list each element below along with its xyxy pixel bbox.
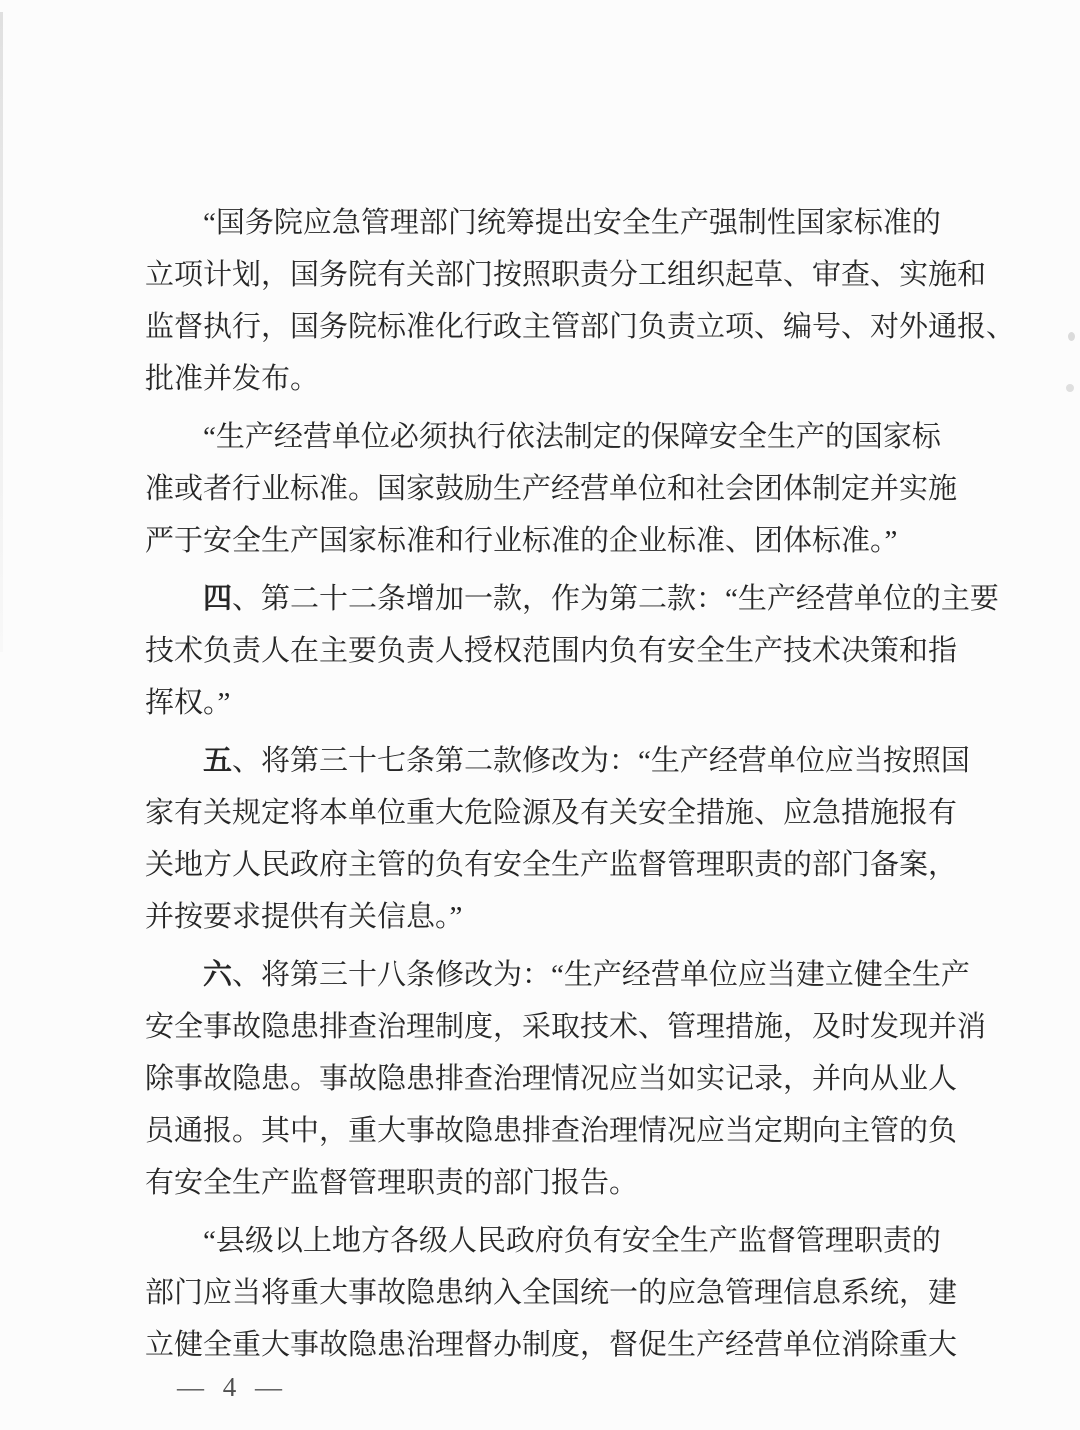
text-line: 关地方人民政府主管的负有安全生产监督管理职责的部门备案， (145, 849, 958, 881)
text-line: “国务院应急管理部门统筹提出安全生产强制性国家标准的 (203, 207, 941, 239)
text-line: “生产经营单位必须执行依法制定的保障安全生产的国家标 (203, 421, 941, 453)
para-standards-compliance (145, 411, 958, 567)
text-line: 批准并发布。 (145, 363, 320, 395)
text-line: 立健全重大事故隐患治理督办制度，督促生产经营单位消除重大 (145, 1329, 958, 1361)
text-line: 五、将第三十七条第二款修改为：“生产经营单位应当按照国 (203, 745, 970, 777)
text-line: 并按要求提供有关信息。” (145, 901, 463, 933)
text-line: 除事故隐患。事故隐患排查治理情况应当如实记录，并向从业人 (145, 1063, 958, 1095)
text-line: 员通报。其中，重大事故隐患排查治理情况应当定期向主管的负 (145, 1115, 958, 1147)
text-line: 部门应当将重大事故隐患纳入全国统一的应急管理信息系统，建 (145, 1277, 958, 1309)
text-line: 立项计划，国务院有关部门按照职责分工组织起草、审查、实施和 (145, 259, 987, 291)
para-standards-formulation (145, 197, 1016, 405)
text-line: 严于安全生产国家标准和行业标准的企业标准、团体标准。” (145, 525, 898, 557)
section-number: 四 (203, 583, 233, 615)
document-body (145, 197, 1016, 1371)
section-number: 五 (203, 745, 233, 777)
text-line: 家有关规定将本单位重大危险源及有关安全措施、应急措施报有 (145, 797, 958, 829)
scan-edge-shadow (0, 12, 3, 652)
section-number: 六 (203, 959, 233, 991)
text-line: 挥权。” (145, 687, 231, 719)
text-line: “县级以上地方各级人民政府负有安全生产监督管理职责的 (203, 1225, 941, 1257)
text-line: 安全事故隐患排查治理制度，采取技术、管理措施，及时发现并消 (145, 1011, 987, 1043)
para-item-5-article-37 (145, 735, 970, 943)
scan-speck (1066, 384, 1074, 392)
text-line: 监督执行，国务院标准化行政主管部门负责立项、编号、对外通报、 (145, 311, 1016, 343)
text-line: 技术负责人在主要负责人授权范围内负有安全生产技术决策和指 (145, 635, 958, 667)
para-item-4-article-22 (145, 573, 999, 729)
para-item-6-article-38 (145, 949, 987, 1209)
page-number: — 4 — (177, 1372, 283, 1402)
text-line: 准或者行业标准。国家鼓励生产经营单位和社会团体制定并实施 (145, 473, 958, 505)
text-line: 六、将第三十八条修改为：“生产经营单位应当建立健全生产 (203, 959, 970, 991)
text-line: 有安全生产监督管理职责的部门报告。 (145, 1167, 639, 1199)
text-line: 四、第二十二条增加一款，作为第二款：“生产经营单位的主要 (203, 583, 999, 615)
para-major-hazard-supervision (145, 1215, 958, 1371)
scan-speck (1068, 332, 1075, 341)
